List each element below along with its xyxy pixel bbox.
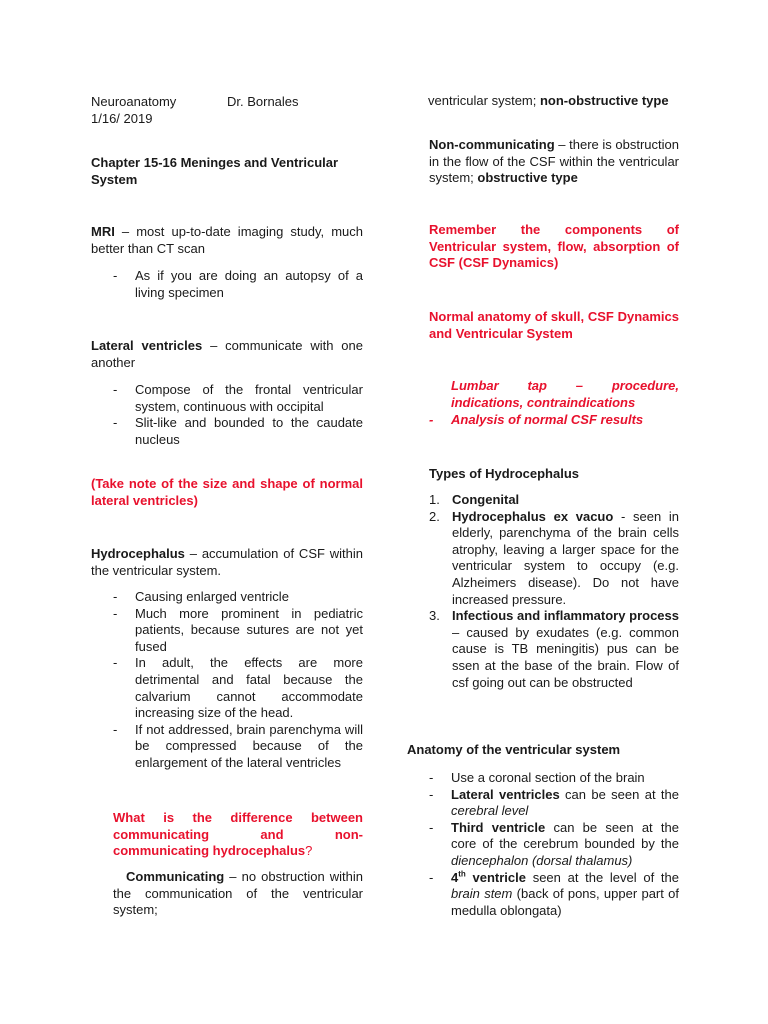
hydrocephalus-term: Hydrocephalus [91,546,185,561]
noncommunicating-term: Non-communicating [429,137,555,152]
bullet-italic: diencephalon (dorsal thalamus) [451,852,633,868]
difference-question [113,810,363,860]
communicating-continued: ventricular system; non-obstructive type [428,93,669,108]
question-text: What is the difference between communicating and non-communicating hydrocephalus [113,810,363,859]
csf-analysis-bullets [407,412,679,429]
list-item: - Use a coronal section of the brain [407,770,679,787]
lecturer-name: Dr. Bornales [227,94,299,109]
list-item [407,820,679,870]
noncommunicating-paragraph [429,137,679,187]
lateral-term: Lateral ventricles [91,338,203,353]
bullet-term: Third ventricle [451,819,546,835]
communicating-paragraph [113,869,363,919]
question-mark: ? [305,843,313,859]
list-item: - Much more prominent in pediatric patients, because sutures are not yet fused [91,606,363,656]
course-name: Neuroanatomy [91,94,177,109]
bullet-text: can be seen at the core of the cerebrum bounded by the [451,819,679,852]
list-item [429,608,679,691]
bullet-text: (back of pons, upper part of medulla oblongata) [451,886,679,918]
list-item [407,787,679,820]
list-item: - Slit-like and bounded to the caudate nucleus [91,415,363,448]
document-date: 1/16/ 2019 [91,111,153,126]
mri-text: – most up-to-date imaging study, much better than CT scan [91,224,363,256]
bullet-text: can be seen at the [559,786,679,802]
list-item: - In adult, the effects are more detrimental and fatal because the calvarium cannot accommodate increasing size of the head. [91,655,363,721]
lateral-bullets [91,382,363,448]
type-term: Hydrocephalus ex vacuo [452,508,614,524]
lateral-text: – communicate with one another [91,338,363,370]
document-header [91,94,363,111]
list-item: - Analysis of normal CSF results [407,412,679,429]
hydrocephalus-text: – accumulation of CSF within the ventricular system. [91,546,363,578]
normal-anatomy-note: Normal anatomy of skull, CSF Dynamics and Ventricular System [429,309,679,341]
mri-paragraph [91,224,363,257]
communicating-term: Communicating [126,869,225,884]
size-shape-note: (Take note of the size and shape of normal lateral ventricles) [91,476,363,508]
hydrocephalus-bullets [91,589,363,772]
bullet-term [451,870,526,885]
chapter-title: Chapter 15-16 Meninges and Ventricular System [91,155,339,187]
list-number: 1. [429,492,440,507]
list-item: - If not addressed, brain parenchyma will be compressed because of the enlargement of the lateral ventricles [91,722,363,772]
list-item [429,509,679,609]
lumbar-tap-note: Lumbar tap – procedure, indications, contraindications [451,378,679,410]
ordinal-suffix: th [458,869,466,879]
ventricle-word: ventricle [465,869,526,885]
communicating-text: – no obstruction within the communication of the ventricular system; [113,869,363,918]
type-term: Congenital [452,492,520,507]
mri-bullets [91,268,363,301]
non-obstructive-type: non-obstructive type [539,93,669,108]
types-title: Types of Hydrocephalus [429,466,580,481]
ventricle-number: 4 [451,869,459,885]
list-item [407,870,679,920]
bullet-italic: brain stem [451,886,513,902]
types-list [429,492,679,691]
list-item: - Compose of the frontal ventricular system, continuous with occipital [91,382,363,415]
list-number: 3. [429,608,440,624]
list-number: 2. [429,508,440,524]
bullet-italic: cerebral level [451,803,529,819]
type-text: - seen in elderly, parenchyma of the brain cells atrophy, leaving a larger space for the ventricular system to occupy (e.g. Alzheimers disease). Do not have increased pressure. [452,508,679,607]
type-text: – caused by exudates (e.g. common cause is TB meningitis) pus can be ssen at the base of the brain. Flow of csf going out can be obstructed [452,624,679,690]
lateral-paragraph [91,338,363,371]
list-item [429,492,679,509]
bullet-text: seen at the level of the [525,869,679,885]
list-item: - As if you are doing an autopsy of a living specimen [91,268,363,301]
type-term: Infectious and inflammatory process [452,608,679,624]
remember-components-note: Remember the components of Ventricular system, flow, absorption of CSF (CSF Dynamics) [429,222,679,271]
hydrocephalus-paragraph [91,546,363,579]
noncommunicating-text: – there is obstruction in the flow of the CSF within the ventricular system; [429,137,679,186]
list-item: - Causing enlarged ventricle [91,589,363,606]
obstructive-type: obstructive type [477,170,578,186]
mri-term: MRI [91,224,115,239]
bullet-term: Lateral ventricles [451,786,560,802]
anatomy-title: Anatomy of the ventricular system [407,742,621,757]
anatomy-bullets [407,770,679,919]
